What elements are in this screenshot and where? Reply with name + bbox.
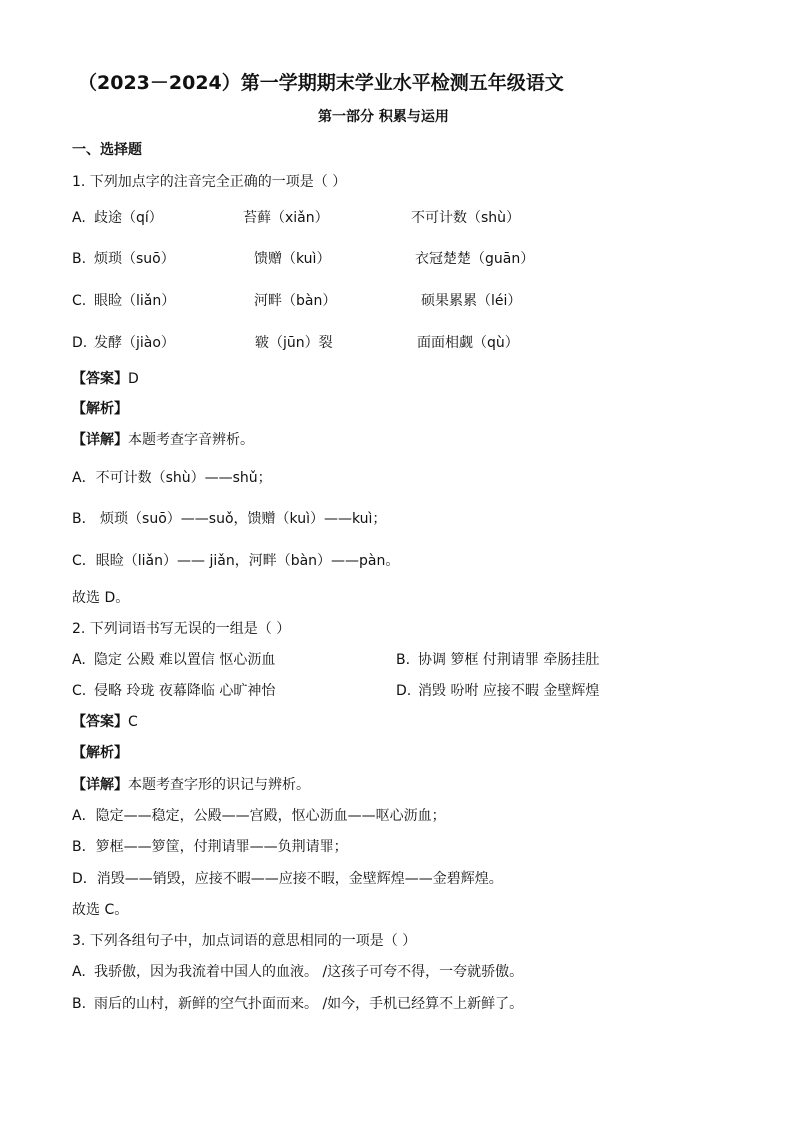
answer-tag: 【答案】 <box>72 371 128 387</box>
q1-option-c-1: 眼睑（liǎn） <box>94 293 176 309</box>
question-1-stem: 1. 下列加点字的注音完全正确的一项是（ ） <box>72 174 347 190</box>
q2-detail-line-1: A．隐定——稳定，公殿——宫殿，怄心沥血——呕心沥血； <box>72 808 446 824</box>
q3-option-b-text: 雨后的山村，新鲜的空气扑面而来。 /如今，手机已经算不上新鲜了。 <box>94 996 524 1012</box>
q2-option-b-label: B. <box>396 652 411 668</box>
q2-conclusion: 故选 C。 <box>72 902 129 918</box>
q2-option-a-text: 隐定 公殿 难以置信 怄心沥血 <box>94 652 276 668</box>
answer-value: D <box>128 371 139 387</box>
q1-option-d-2: 皲（jūn）裂 <box>255 335 333 351</box>
detail-text: 本题考查字形的识记与辨析。 <box>128 777 310 793</box>
q2-detail <box>72 776 310 794</box>
q2-option-d-text: 消毁 吩咐 应接不暇 金壁辉煌 <box>418 683 600 699</box>
q1-option-a-2: 苔藓（xiǎn） <box>243 210 329 226</box>
detail-tag: 【详解】 <box>72 432 128 448</box>
q1-conclusion: 故选 D。 <box>72 590 130 606</box>
q2-option-c-text: 侵略 玲珑 夜幕降临 心旷神怡 <box>94 683 276 699</box>
detail-tag: 【详解】 <box>72 777 128 793</box>
q1-option-b-1: 烦琐（suō） <box>94 251 175 267</box>
q2-option-a-label: A. <box>72 652 86 668</box>
q1-option-d-label: D. <box>72 335 88 351</box>
q2-answer <box>72 713 138 731</box>
q1-answer <box>72 370 139 388</box>
q1-detail-line-3: C．眼睑（liǎn）—— jiǎn，河畔（bàn）——pàn。 <box>72 553 400 569</box>
q1-detail-line-1: A．不可计数（shù）——shǔ； <box>72 470 272 486</box>
section-heading: 一、选择题 <box>72 142 142 158</box>
q3-option-a-label: A. <box>72 964 86 980</box>
part-heading: 第一部分 积累与运用 <box>318 109 449 125</box>
q1-option-c-label: C. <box>72 293 87 309</box>
q1-option-b-label: B. <box>72 251 87 267</box>
q3-option-b-label: B. <box>72 996 87 1012</box>
page-title: （2023－2024）第一学期期末学业水平检测五年级语文 <box>78 72 564 94</box>
q2-option-c-label: C. <box>72 683 87 699</box>
q1-analysis-tag: 【解析】 <box>72 401 128 417</box>
question-2-stem: 2. 下列词语书写无误的一组是（ ） <box>72 621 291 637</box>
q1-option-c-3: 硕果累累（léi） <box>421 293 522 309</box>
q1-option-d-1: 发酵（jiào） <box>94 335 175 351</box>
q1-option-d-3: 面面相觑（qù） <box>417 335 519 351</box>
q1-detail <box>72 431 254 449</box>
q2-analysis-tag: 【解析】 <box>72 745 128 761</box>
q1-option-b-2: 馈赠（kuì） <box>254 251 331 267</box>
q1-option-a-1: 歧途（qí） <box>94 210 163 226</box>
q3-option-a-text: 我骄傲，因为我流着中国人的血液。 /这孩子可夸不得，一夸就骄傲。 <box>94 964 524 980</box>
q1-option-a-3: 不可计数（shù） <box>411 210 521 226</box>
q1-option-a-label: A. <box>72 210 86 226</box>
q2-option-d-label: D. <box>396 683 412 699</box>
detail-text: 本题考查字音辨析。 <box>128 432 254 448</box>
q2-detail-line-3: D．消毁——销毁，应接不暇——应接不暇，金壁辉煌——金碧辉煌。 <box>72 871 503 887</box>
answer-tag: 【答案】 <box>72 714 128 730</box>
q2-detail-line-2: B．箩框——箩筐，付荆请罪——负荆请罪； <box>72 839 348 855</box>
q1-option-c-2: 河畔（bàn） <box>254 293 337 309</box>
question-3-stem: 3. 下列各组句子中，加点词语的意思相同的一项是（ ） <box>72 933 417 949</box>
q1-detail-line-2: B． 烦琐（suō）——suǒ，馈赠（kuì）——kuì； <box>72 511 387 527</box>
answer-value: C <box>128 714 138 730</box>
q1-option-b-3: 衣冠楚楚（guān） <box>415 251 535 267</box>
q2-option-b-text: 协调 箩框 付荆请罪 牵肠挂肚 <box>418 652 600 668</box>
